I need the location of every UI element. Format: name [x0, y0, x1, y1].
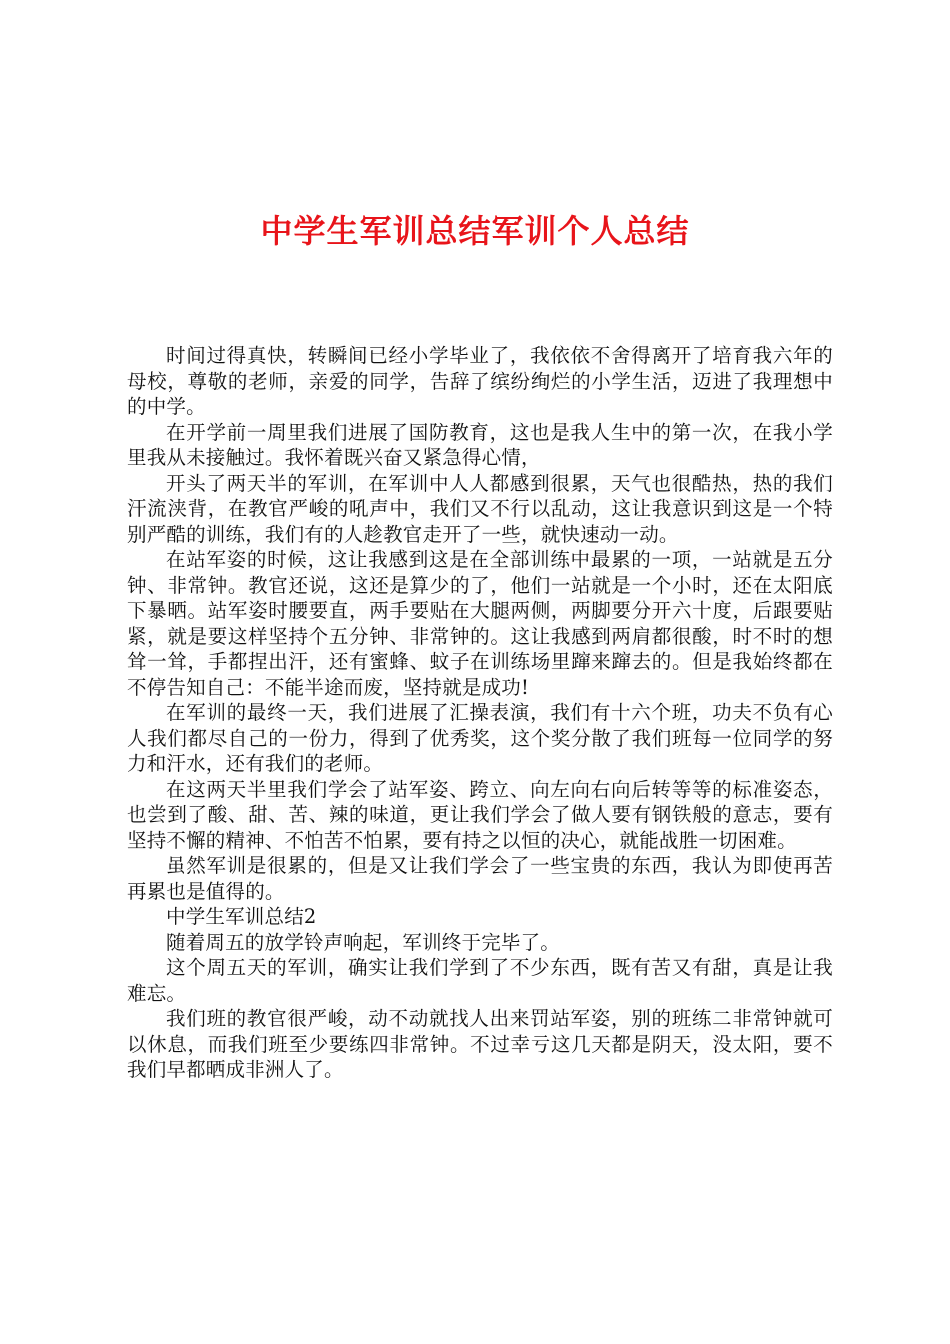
paragraph: 在军训的最终一天，我们进展了汇操表演，我们有十六个班，功夫不负有心人我们都尽自己的一份力，得到了优秀奖，这个奖分散了我们班每一位同学的努力和汗水，还有我们的老师。	[127, 701, 833, 775]
paragraph: 这个周五天的军训，确实让我们学到了不少东西，既有苦又有甜，真是让我难忘。	[127, 956, 833, 1005]
section-heading: 中学生军训总结2	[166, 905, 317, 928]
paragraph: 开头了两天半的军训，在军训中人人都感到很累，天气也很酷热，热的我们汗流浃背，在教官严峻的吼声中，我们又不行以乱动，这让我意识到这是一个特别严酷的训练，我们有的人趁教官走开了一些，就快速动一动。	[127, 471, 833, 546]
paragraph: 在这两天半里我们学会了站军姿、跨立、向左向右向后转等等的标准姿态，也尝到了酸、甜、苦、辣的味道，更让我们学会了做人要有钢铁般的意志，要有坚持不懈的精神、不怕苦不怕累，要有持之以恒的决心，就能战胜一切困难。	[127, 777, 833, 852]
paragraph: 时间过得真快，转瞬间已经小学毕业了，我依依不舍得离开了培育我六年的母校，尊敬的老师，亲爱的同学，告辞了缤纷绚烂的小学生活，迈进了我理想中的中学。	[127, 344, 833, 418]
document-title: 中学生军训总结军训个人总结	[260, 212, 690, 250]
paragraph: 在站军姿的时候，这让我感到这是在全部训练中最累的一项，一站就是五分钟、非常钟。教官还说，这还是算少的了，他们一站就是一个小时，还在太阳底下暴晒。站军姿时腰要直，两手要贴在大腿两侧，两脚要分开六十度，后跟要贴紧，就是要这样坚持个五分钟、非常钟的。这让我感到两肩都很酸，时不时的想耸一耸，手都捏出汗，还有蜜蜂、蚊子在训练场里蹿来蹿去的。但是我始终都在不停告知自己：不能半途而废，坚持就是成功!	[127, 548, 833, 699]
document-body	[127, 343, 833, 1083]
paragraph: 我们班的教官很严峻，动不动就找人出来罚站军姿，别的班练二非常钟就可以休息，而我们班至少要练四非常钟。不过幸亏这几天都是阴天，没太阳，要不我们早都晒成非洲人了。	[127, 1007, 833, 1081]
paragraph: 在开学前一周里我们进展了国防教育，这也是我人生中的第一次，在我小学里我从未接触过。我怀着既兴奋又紧急得心情，	[127, 420, 833, 469]
paragraph: 虽然军训是很累的，但是又让我们学会了一些宝贵的东西，我认为即使再苦再累也是值得的。	[127, 854, 833, 903]
paragraph: 随着周五的放学铃声响起，军训终于完毕了。	[166, 930, 561, 954]
